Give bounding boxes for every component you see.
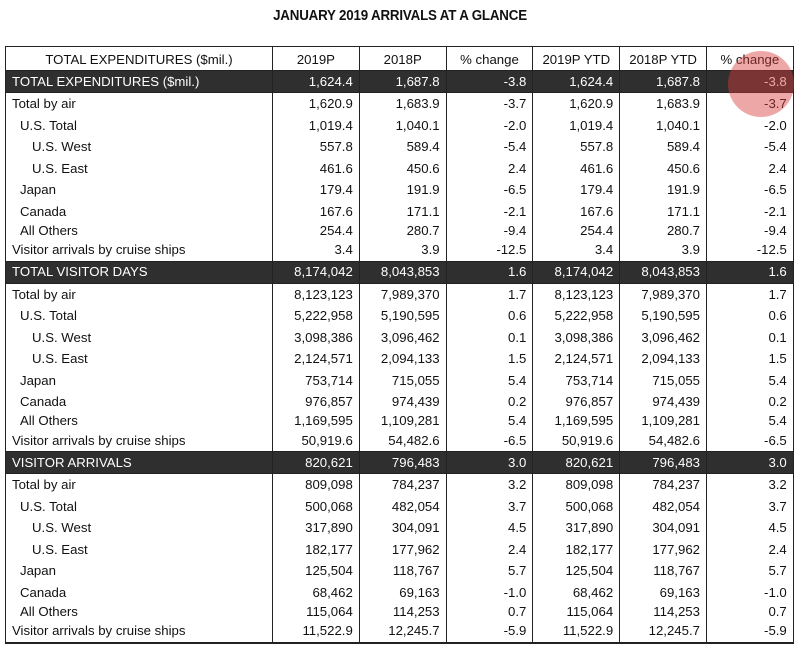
us-east-label: U.S. East: [6, 158, 273, 180]
total-by-air-label: Total by air: [6, 283, 273, 305]
table-row: [6, 222, 794, 239]
canada-pct-change-ytd: -1.0: [706, 582, 793, 604]
table-row: [6, 370, 794, 392]
cruise-ships-label: Visitor arrivals by cruise ships: [6, 430, 273, 452]
cruise-ships-pct-change: -5.9: [446, 620, 533, 643]
japan-pct-change: 5.7: [446, 560, 533, 582]
header-row: [6, 47, 794, 71]
total-by-air-2018p: 1,683.9: [359, 93, 446, 115]
us-total-2018p: 1,040.1: [359, 115, 446, 137]
cruise-ships-2019p: 3.4: [273, 239, 360, 261]
table-row: [6, 239, 794, 261]
japan-2019p-ytd: 125,504: [533, 560, 620, 582]
us-east-2018p: 177,962: [359, 539, 446, 561]
us-west-2018p-ytd: 3,096,462: [620, 327, 707, 349]
cruise-ships-label: Visitor arrivals by cruise ships: [6, 239, 273, 261]
section-title-2018p-ytd: 796,483: [620, 452, 707, 474]
us-east-label: U.S. East: [6, 539, 273, 561]
us-east-2018p: 450.6: [359, 158, 446, 180]
japan-pct-change-ytd: -6.5: [706, 179, 793, 201]
all-others-2018p: 114,253: [359, 603, 446, 620]
section-title-label: TOTAL EXPENDITURES ($mil.): [6, 71, 273, 93]
col-header-2018p-ytd: 2018P YTD: [620, 47, 707, 71]
total-by-air-2018p: 784,237: [359, 474, 446, 496]
total-by-air-label: Total by air: [6, 474, 273, 496]
us-east-label: U.S. East: [6, 348, 273, 370]
us-west-pct-change-ytd: 0.1: [706, 327, 793, 349]
canada-2019p: 68,462: [273, 582, 360, 604]
section-title-pct-change-ytd: -3.8: [706, 71, 793, 93]
table-row: [6, 560, 794, 582]
us-west-label: U.S. West: [6, 517, 273, 539]
total-by-air-2018p-ytd: 7,989,370: [620, 283, 707, 305]
total-by-air-pct-change-ytd: 3.2: [706, 474, 793, 496]
us-west-2018p-ytd: 304,091: [620, 517, 707, 539]
us-east-2018p-ytd: 177,962: [620, 539, 707, 561]
us-west-2019p: 317,890: [273, 517, 360, 539]
japan-2018p: 715,055: [359, 370, 446, 392]
canada-2019p: 976,857: [273, 391, 360, 413]
cruise-ships-2019p-ytd: 50,919.6: [533, 430, 620, 452]
us-east-pct-change: 2.4: [446, 539, 533, 561]
us-total-pct-change: 3.7: [446, 496, 533, 518]
all-others-pct-change-ytd: 5.4: [706, 413, 793, 430]
all-others-2019p-ytd: 1,169,595: [533, 413, 620, 430]
all-others-pct-change-ytd: -9.4: [706, 222, 793, 239]
col-header-2019p: 2019P: [273, 47, 360, 71]
japan-pct-change: -6.5: [446, 179, 533, 201]
table-row: [6, 582, 794, 604]
all-others-pct-change: 5.4: [446, 413, 533, 430]
us-west-pct-change: 0.1: [446, 327, 533, 349]
section-title-2019p: 1,624.4: [273, 71, 360, 93]
all-others-2018p: 280.7: [359, 222, 446, 239]
us-east-2019p: 461.6: [273, 158, 360, 180]
total-by-air-label: Total by air: [6, 93, 273, 115]
us-west-pct-change: 4.5: [446, 517, 533, 539]
all-others-label: All Others: [6, 603, 273, 620]
section-title-pct-change: -3.8: [446, 71, 533, 93]
us-total-2019p: 1,019.4: [273, 115, 360, 137]
cruise-ships-2018p: 54,482.6: [359, 430, 446, 452]
col-header-pct-change-ytd: % change: [706, 47, 793, 71]
total-by-air-pct-change: -3.7: [446, 93, 533, 115]
all-others-pct-change: -9.4: [446, 222, 533, 239]
japan-2018p: 191.9: [359, 179, 446, 201]
all-others-2019p: 1,169,595: [273, 413, 360, 430]
total-by-air-2019p: 8,123,123: [273, 283, 360, 305]
section-title-2019p: 820,621: [273, 452, 360, 474]
all-others-2019p-ytd: 254.4: [533, 222, 620, 239]
canada-2019p-ytd: 976,857: [533, 391, 620, 413]
section-title-2018p: 796,483: [359, 452, 446, 474]
us-total-2019p: 500,068: [273, 496, 360, 518]
japan-pct-change-ytd: 5.7: [706, 560, 793, 582]
japan-2019p: 753,714: [273, 370, 360, 392]
us-total-pct-change: -2.0: [446, 115, 533, 137]
table-row: [6, 430, 794, 452]
table-row: [6, 391, 794, 413]
table-row: [6, 115, 794, 137]
us-total-pct-change-ytd: -2.0: [706, 115, 793, 137]
us-west-2018p: 304,091: [359, 517, 446, 539]
total-by-air-2019p-ytd: 8,123,123: [533, 283, 620, 305]
us-total-2018p: 482,054: [359, 496, 446, 518]
us-west-2018p-ytd: 589.4: [620, 136, 707, 158]
col-header-2018p: 2018P: [359, 47, 446, 71]
table-row: [6, 179, 794, 201]
canada-2018p-ytd: 974,439: [620, 391, 707, 413]
us-total-2019p-ytd: 5,222,958: [533, 305, 620, 327]
japan-2018p-ytd: 118,767: [620, 560, 707, 582]
us-west-2018p: 589.4: [359, 136, 446, 158]
canada-pct-change: -2.1: [446, 201, 533, 223]
table-row: [6, 603, 794, 620]
us-total-pct-change-ytd: 3.7: [706, 496, 793, 518]
canada-pct-change-ytd: 0.2: [706, 391, 793, 413]
canada-2018p: 69,163: [359, 582, 446, 604]
canada-label: Canada: [6, 391, 273, 413]
table-row: [6, 413, 794, 430]
cruise-ships-label: Visitor arrivals by cruise ships: [6, 620, 273, 643]
total-by-air-2019p-ytd: 1,620.9: [533, 93, 620, 115]
japan-2018p-ytd: 191.9: [620, 179, 707, 201]
us-east-pct-change-ytd: 2.4: [706, 158, 793, 180]
total-by-air-2019p: 809,098: [273, 474, 360, 496]
canada-pct-change: -1.0: [446, 582, 533, 604]
cruise-ships-pct-change-ytd: -6.5: [706, 430, 793, 452]
all-others-2018p-ytd: 114,253: [620, 603, 707, 620]
us-west-2019p: 557.8: [273, 136, 360, 158]
cruise-ships-2019p-ytd: 3.4: [533, 239, 620, 261]
canada-label: Canada: [6, 201, 273, 223]
all-others-pct-change-ytd: 0.7: [706, 603, 793, 620]
section-title-pct-change-ytd: 3.0: [706, 452, 793, 474]
us-east-2019p: 2,124,571: [273, 348, 360, 370]
cruise-ships-2018p-ytd: 12,245.7: [620, 620, 707, 643]
section-title-2018p: 1,687.8: [359, 71, 446, 93]
total-by-air-pct-change-ytd: 1.7: [706, 283, 793, 305]
all-others-2018p-ytd: 1,109,281: [620, 413, 707, 430]
total-by-air-pct-change: 3.2: [446, 474, 533, 496]
us-east-2018p-ytd: 450.6: [620, 158, 707, 180]
cruise-ships-2019p-ytd: 11,522.9: [533, 620, 620, 643]
canada-2019p-ytd: 167.6: [533, 201, 620, 223]
us-total-label: U.S. Total: [6, 496, 273, 518]
us-total-pct-change-ytd: 0.6: [706, 305, 793, 327]
page-title: JANUARY 2019 ARRIVALS AT A GLANCE: [273, 8, 527, 24]
us-west-2019p-ytd: 3,098,386: [533, 327, 620, 349]
japan-pct-change-ytd: 5.4: [706, 370, 793, 392]
us-east-2018p-ytd: 2,094,133: [620, 348, 707, 370]
us-total-2018p-ytd: 482,054: [620, 496, 707, 518]
table-row: [6, 474, 794, 496]
section-title-pct-change-ytd: 1.6: [706, 261, 793, 283]
total-by-air-pct-change-ytd: -3.7: [706, 93, 793, 115]
section-title-label: VISITOR ARRIVALS: [6, 452, 273, 474]
canada-pct-change-ytd: -2.1: [706, 201, 793, 223]
col-header-2019p-ytd: 2019P YTD: [533, 47, 620, 71]
us-west-pct-change: -5.4: [446, 136, 533, 158]
cruise-ships-2019p: 11,522.9: [273, 620, 360, 643]
total-by-air-2018p: 7,989,370: [359, 283, 446, 305]
us-east-2019p: 182,177: [273, 539, 360, 561]
all-others-label: All Others: [6, 222, 273, 239]
col-header-pct-change: % change: [446, 47, 533, 71]
canada-2018p: 171.1: [359, 201, 446, 223]
cruise-ships-pct-change: -6.5: [446, 430, 533, 452]
us-east-2018p: 2,094,133: [359, 348, 446, 370]
us-west-2018p: 3,096,462: [359, 327, 446, 349]
cruise-ships-2018p: 12,245.7: [359, 620, 446, 643]
table-row: [6, 283, 794, 305]
us-total-label: U.S. Total: [6, 305, 273, 327]
us-west-2019p-ytd: 317,890: [533, 517, 620, 539]
us-east-2019p-ytd: 2,124,571: [533, 348, 620, 370]
total-by-air-pct-change: 1.7: [446, 283, 533, 305]
all-others-label: All Others: [6, 413, 273, 430]
japan-label: Japan: [6, 179, 273, 201]
section-title-pct-change: 3.0: [446, 452, 533, 474]
japan-2019p: 125,504: [273, 560, 360, 582]
us-east-pct-change-ytd: 1.5: [706, 348, 793, 370]
all-others-2019p-ytd: 115,064: [533, 603, 620, 620]
total-by-air-2018p-ytd: 1,683.9: [620, 93, 707, 115]
all-others-pct-change: 0.7: [446, 603, 533, 620]
us-east-pct-change-ytd: 2.4: [706, 539, 793, 561]
all-others-2019p: 115,064: [273, 603, 360, 620]
table-row: [6, 136, 794, 158]
all-others-2019p: 254.4: [273, 222, 360, 239]
cruise-ships-pct-change-ytd: -5.9: [706, 620, 793, 643]
total-by-air-2018p-ytd: 784,237: [620, 474, 707, 496]
table-row: [6, 539, 794, 561]
col-header-category: TOTAL EXPENDITURES ($mil.): [6, 47, 273, 71]
section-header-row: [6, 71, 794, 93]
us-east-2019p-ytd: 182,177: [533, 539, 620, 561]
us-west-2019p: 3,098,386: [273, 327, 360, 349]
japan-pct-change: 5.4: [446, 370, 533, 392]
all-others-2018p-ytd: 280.7: [620, 222, 707, 239]
us-west-label: U.S. West: [6, 136, 273, 158]
japan-2019p: 179.4: [273, 179, 360, 201]
canada-pct-change: 0.2: [446, 391, 533, 413]
canada-2018p-ytd: 171.1: [620, 201, 707, 223]
japan-label: Japan: [6, 370, 273, 392]
cruise-ships-2018p-ytd: 54,482.6: [620, 430, 707, 452]
table-row: [6, 305, 794, 327]
us-west-2019p-ytd: 557.8: [533, 136, 620, 158]
arrivals-table: [5, 46, 794, 644]
section-header-row: [6, 261, 794, 283]
canada-label: Canada: [6, 582, 273, 604]
canada-2018p-ytd: 69,163: [620, 582, 707, 604]
section-title-2019p-ytd: 820,621: [533, 452, 620, 474]
cruise-ships-2018p: 3.9: [359, 239, 446, 261]
japan-2019p-ytd: 179.4: [533, 179, 620, 201]
section-title-2019p-ytd: 1,624.4: [533, 71, 620, 93]
table-row: [6, 93, 794, 115]
japan-2019p-ytd: 753,714: [533, 370, 620, 392]
us-west-pct-change-ytd: -5.4: [706, 136, 793, 158]
section-title-pct-change: 1.6: [446, 261, 533, 283]
canada-2019p: 167.6: [273, 201, 360, 223]
table-row: [6, 158, 794, 180]
us-east-pct-change: 2.4: [446, 158, 533, 180]
all-others-2018p: 1,109,281: [359, 413, 446, 430]
section-title-2018p-ytd: 1,687.8: [620, 71, 707, 93]
section-title-2018p: 8,043,853: [359, 261, 446, 283]
canada-2019p-ytd: 68,462: [533, 582, 620, 604]
total-by-air-2019p: 1,620.9: [273, 93, 360, 115]
japan-2018p-ytd: 715,055: [620, 370, 707, 392]
cruise-ships-pct-change-ytd: -12.5: [706, 239, 793, 261]
canada-2018p: 974,439: [359, 391, 446, 413]
section-title-2019p-ytd: 8,174,042: [533, 261, 620, 283]
us-total-2019p-ytd: 500,068: [533, 496, 620, 518]
us-total-label: U.S. Total: [6, 115, 273, 137]
us-total-2018p: 5,190,595: [359, 305, 446, 327]
us-east-2019p-ytd: 461.6: [533, 158, 620, 180]
table-row: [6, 496, 794, 518]
table-row: [6, 348, 794, 370]
section-title-label: TOTAL VISITOR DAYS: [6, 261, 273, 283]
us-total-2018p-ytd: 5,190,595: [620, 305, 707, 327]
section-header-row: [6, 452, 794, 474]
us-west-label: U.S. West: [6, 327, 273, 349]
us-total-2019p-ytd: 1,019.4: [533, 115, 620, 137]
table-row: [6, 517, 794, 539]
japan-label: Japan: [6, 560, 273, 582]
cruise-ships-2019p: 50,919.6: [273, 430, 360, 452]
table-row: [6, 201, 794, 223]
japan-2018p: 118,767: [359, 560, 446, 582]
us-east-pct-change: 1.5: [446, 348, 533, 370]
table-row: [6, 327, 794, 349]
section-title-2019p: 8,174,042: [273, 261, 360, 283]
us-west-pct-change-ytd: 4.5: [706, 517, 793, 539]
cruise-ships-2018p-ytd: 3.9: [620, 239, 707, 261]
section-title-2018p-ytd: 8,043,853: [620, 261, 707, 283]
total-by-air-2019p-ytd: 809,098: [533, 474, 620, 496]
us-total-2018p-ytd: 1,040.1: [620, 115, 707, 137]
us-total-pct-change: 0.6: [446, 305, 533, 327]
us-total-2019p: 5,222,958: [273, 305, 360, 327]
table-row: [6, 620, 794, 643]
cruise-ships-pct-change: -12.5: [446, 239, 533, 261]
